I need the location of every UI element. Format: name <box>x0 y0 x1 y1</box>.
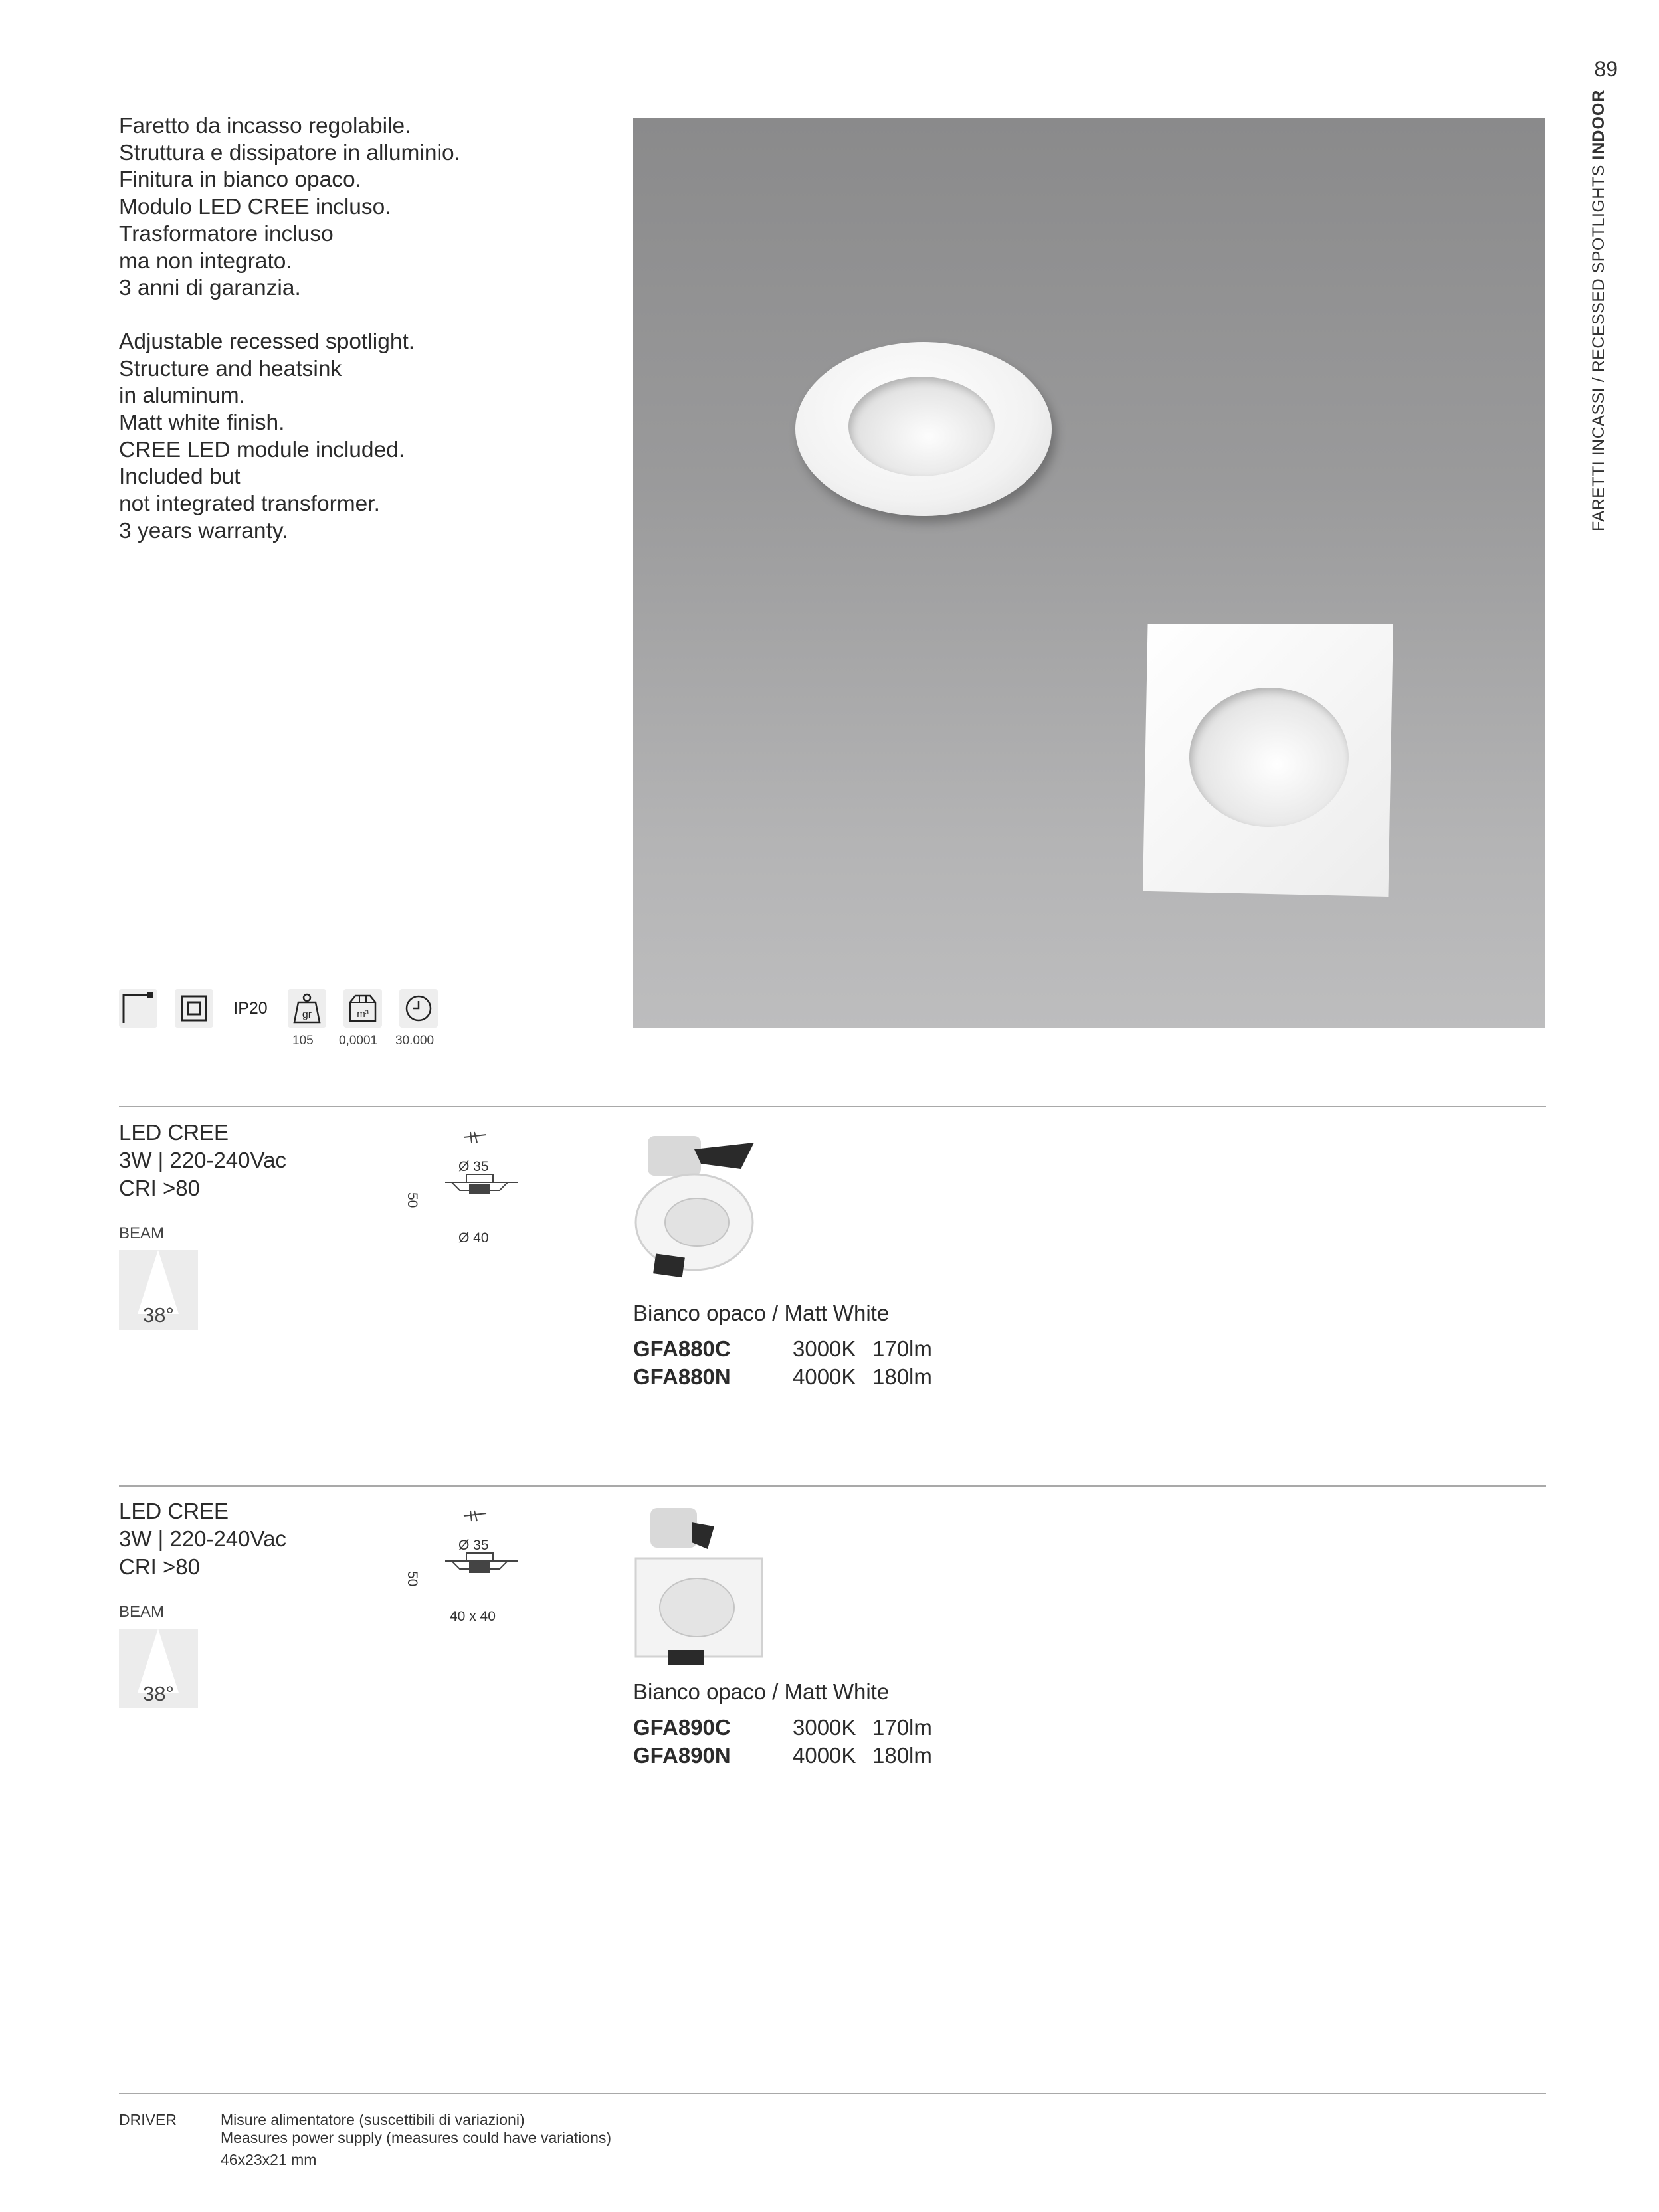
section-title-prefix: FARETTI INCASSI / RECESSED SPOTLIGHTS <box>1589 165 1608 531</box>
finish-label: Bianco opaco / Matt White <box>633 1679 890 1704</box>
variant-row <box>633 1743 932 1768</box>
ip-rating-icon: IP20 <box>233 998 268 1018</box>
beam-angle: 38° <box>143 1303 174 1327</box>
color-temperature: 3000K <box>793 1336 856 1361</box>
color-temperature: 4000K <box>793 1743 856 1768</box>
description-line: in aluminum. <box>119 383 245 409</box>
color-temperature: 3000K <box>793 1715 856 1740</box>
weight-icon <box>288 989 326 1028</box>
description-line: ma non integrato. <box>119 248 292 274</box>
technical-drawing <box>425 1129 532 1222</box>
spec-line: 3W | 220-240Vac <box>119 1148 286 1172</box>
description-line: Included but <box>119 464 241 490</box>
section-title-vertical <box>1589 89 1617 531</box>
section-divider <box>119 1106 1546 1107</box>
dimension-top: Ø 35 <box>458 1159 489 1174</box>
volume-value: 0,0001 <box>339 1034 378 1048</box>
round-spotlight-image <box>795 342 1052 516</box>
spec-line: LED CREE <box>119 1120 229 1145</box>
description-line: not integrated transformer. <box>119 492 380 517</box>
beam-label: BEAM <box>119 1603 165 1621</box>
dimension-top: Ø 35 <box>458 1538 489 1553</box>
technical-drawing <box>425 1508 532 1601</box>
variant-row <box>633 1364 932 1390</box>
driver-line: Measures power supply (measures could have variations) <box>221 2129 612 2146</box>
beam-angle-graphic <box>119 1629 198 1708</box>
product-description <box>119 113 584 545</box>
description-line: Finitura in bianco opaco. <box>119 167 361 193</box>
finish-label: Bianco opaco / Matt White <box>633 1301 890 1325</box>
square-spotlight-image <box>1143 624 1393 897</box>
class-ii-insulation-icon <box>175 989 213 1028</box>
beam-angle-graphic <box>119 1250 198 1330</box>
volume-box-icon <box>343 989 382 1028</box>
driver-line: Misure alimentatore (suscettibili di variazioni) <box>221 2111 525 2128</box>
description-line: 3 years warranty. <box>119 518 288 543</box>
color-temperature: 4000K <box>793 1364 856 1389</box>
driver-info <box>221 2111 611 2169</box>
lifetime-value: 30.000 <box>395 1034 435 1048</box>
beam-angle: 38° <box>143 1682 174 1705</box>
spec-line: LED CREE <box>119 1499 229 1523</box>
product-photo-round <box>628 1123 767 1290</box>
volume-unit: m³ <box>357 1008 369 1020</box>
driver-label: DRIVER <box>119 2111 177 2128</box>
section-title-bold: INDOOR <box>1589 89 1608 160</box>
product-code: GFA890C <box>633 1715 731 1740</box>
variant-row <box>633 1336 932 1362</box>
recessed-install-icon <box>119 989 157 1028</box>
dimension-height: 50 <box>405 1571 420 1587</box>
description-line: 3 anni di garanzia. <box>119 276 301 301</box>
weight-value: 105 <box>292 1034 314 1048</box>
spec-line: 3W | 220-240Vac <box>119 1526 286 1551</box>
description-line: Structure and heatsink <box>119 356 342 381</box>
dimension-bottom: Ø 40 <box>458 1230 489 1245</box>
spec-line: CRI >80 <box>119 1176 200 1200</box>
product-code: GFA880N <box>633 1364 731 1389</box>
description-line: Trasformatore incluso <box>119 221 334 246</box>
luminous-flux: 180lm <box>872 1743 932 1768</box>
dimension-height: 50 <box>405 1192 420 1208</box>
description-line: Modulo LED CREE incluso. <box>119 195 391 220</box>
description-line: CREE LED module included. <box>119 437 405 462</box>
section-divider <box>119 1485 1546 1487</box>
product-spec <box>119 1497 286 1581</box>
variant-row <box>633 1715 932 1740</box>
luminous-flux: 170lm <box>872 1336 932 1361</box>
product-code: GFA890N <box>633 1743 731 1768</box>
page-number: 89 <box>1594 57 1618 81</box>
product-photo-square <box>628 1503 767 1670</box>
beam-label: BEAM <box>119 1224 165 1242</box>
driver-line: 46x23x21 mm <box>221 2151 317 2168</box>
product-spec <box>119 1119 286 1202</box>
hero-photo <box>633 118 1545 1028</box>
dimension-bottom: 40 x 40 <box>450 1609 496 1624</box>
luminous-flux: 170lm <box>872 1715 932 1740</box>
spec-line: CRI >80 <box>119 1554 200 1579</box>
description-line: Struttura e dissipatore in alluminio. <box>119 140 460 165</box>
luminous-flux: 180lm <box>872 1364 932 1389</box>
description-line: Faretto da incasso regolabile. <box>119 114 411 138</box>
feature-icons <box>119 988 438 1028</box>
weight-unit: gr <box>302 1009 312 1020</box>
footer-divider <box>119 2093 1546 2094</box>
clock-icon <box>399 989 438 1028</box>
description-line: Adjustable recessed spotlight. <box>119 329 415 354</box>
description-line: Matt white finish. <box>119 411 285 436</box>
product-code: GFA880C <box>633 1336 731 1361</box>
